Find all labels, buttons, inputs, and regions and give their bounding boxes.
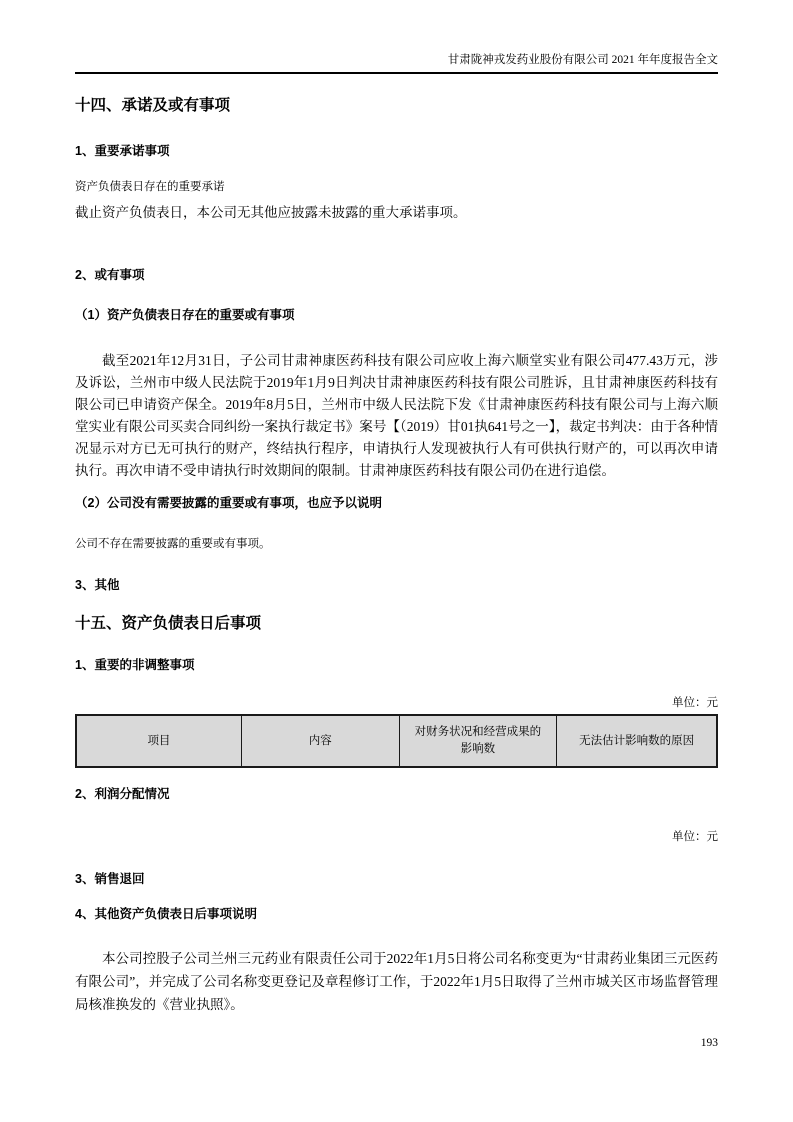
section-14-item-2-title: 2、或有事项 [75,268,145,282]
unit-label-non-adjusting-events: 单位：元 [672,697,718,709]
contingency-item-1-body: 截至2021年12月31日，子公司甘肃神康医药科技有限公司应收上海六顺堂实业有限公司477.43万元，涉及诉讼，兰州市中级人民法院于2019年1月9日判决甘肃神康医药科技有限公司胜诉，且甘肃神康医药科技有限公司已申请资产保全。2019年8月5日，兰州市中级人民法院下发《甘肃神康医药科技有限公司与上海六顺堂实业有限公司买卖合同纠纷一案执行裁定书》案号【（2019）甘01执641号之一】，裁定书判决：由于各种情况显示对方已无可执行的财产，终结执行程序，申请执行人发现被执行人有可供执行财产的，可以再次申请执行。再次申请不受申请执行时效期间的限制。甘肃神康医药科技有限公司仍在进行追偿。 [75,353,718,478]
section-15-title: 十五、资产负债表日后事项 [75,615,262,632]
section-15-item-3-title: 3、销售退回 [75,872,145,886]
contingency-item-2-body: 公司不存在需要披露的重要或有事项。 [75,538,271,550]
table-header-row [76,715,717,767]
non-adjusting-events-table [75,714,718,768]
section-15-item-4-body: 本公司控股子公司兰州三元药业有限责任公司于2022年1月5日将公司名称变更为“甘肃药业集团三元医药有限公司”，并完成了公司名称变更登记及章程修订工作，于2022年1月5日取得了兰州市城关区市场监督管理局核准换发的《营业执照》。 [75,951,718,1012]
table-header-content: 内容 [241,715,399,767]
table-header-item: 项目 [76,715,241,767]
section-14-item-3-title: 3、其他 [75,578,120,592]
contingency-item-2-title: （2）公司没有需要披露的重要或有事项，也应予以说明 [75,496,382,510]
section-14-item-1-title: 1、重要承诺事项 [75,144,170,158]
table-header-financial-impact: 对财务状况和经营成果的影响数 [399,715,557,767]
important-commitments-note: 资产负债表日存在的重要承诺 [75,181,225,193]
section-14-title: 十四、承诺及或有事项 [75,97,231,114]
section-15-item-4-title: 4、其他资产负债表日后事项说明 [75,907,257,921]
section-15-item-2-title: 2、利润分配情况 [75,787,170,801]
document-header-title: 甘肃陇神戎发药业股份有限公司 2021 年年度报告全文 [447,54,718,66]
unit-label-profit-distribution: 单位：元 [672,831,718,843]
section-15-item-1-title: 1、重要的非调整事项 [75,658,195,672]
page-number: 193 [700,1037,718,1049]
table-header-reason-unestimable: 无法估计影响数的原因 [557,715,717,767]
document-header [75,53,718,74]
contingency-item-1-title: （1）资产负债表日存在的重要或有事项 [75,308,295,322]
important-commitments-body: 截止资产负债表日，本公司无其他应披露未披露的重大承诺事项。 [75,205,467,220]
